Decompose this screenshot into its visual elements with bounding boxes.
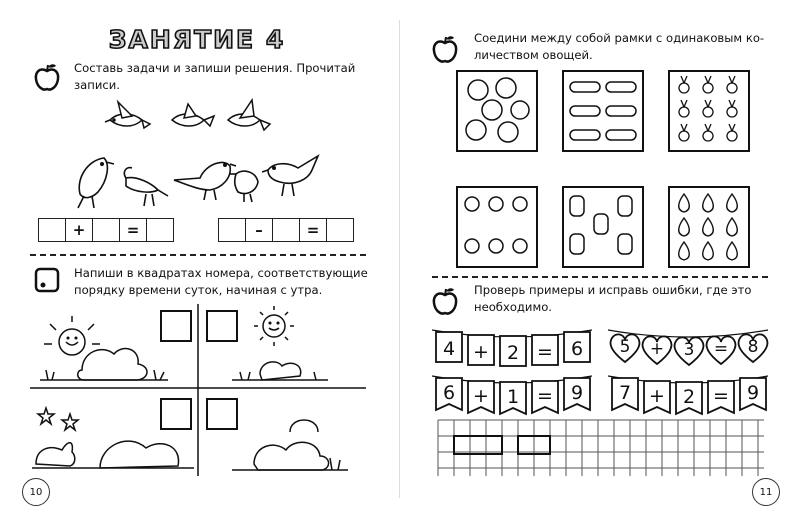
noon-scene (232, 306, 328, 380)
garland-example-2 (426, 370, 596, 418)
task-birds-text: Составь задачи и запиши решения. Прочитай записи. (74, 61, 356, 92)
garland-char: = (713, 385, 729, 407)
answer-cell[interactable] (219, 219, 246, 241)
garland-char: + (649, 385, 665, 407)
answer-cell[interactable] (327, 219, 353, 241)
garland-example-hearts (604, 322, 772, 368)
bird-1 (105, 102, 150, 128)
task-daytime-text: Напиши в квадратах номера, соответствующие порядку времени суток, начиная с утра. (74, 266, 368, 297)
garland-char: + (473, 385, 489, 407)
frame-cabbage[interactable] (456, 70, 538, 152)
answer-box-1[interactable] (454, 436, 502, 454)
daytime-scenes (28, 300, 368, 478)
plus-sign: + (66, 219, 93, 241)
section-divider (432, 276, 768, 278)
apple-icon (432, 34, 458, 64)
cabbage-icon (458, 72, 536, 150)
morning-scene (40, 316, 168, 380)
flying-birds-illustration (104, 98, 284, 142)
garland-char: 5 (619, 337, 631, 357)
garland-char: = (537, 385, 553, 407)
page-fold (399, 20, 400, 498)
radish-icon (670, 72, 748, 150)
garland-char: 9 (746, 382, 760, 404)
equals-sign: = (300, 219, 327, 241)
minus-sign: – (246, 219, 273, 241)
garland-char: 6 (442, 382, 456, 404)
task-vegetables-text: Соедини между собой рамки с одинаковым ко- личеством овощей. (474, 31, 765, 62)
garland-char: 3 (683, 340, 695, 360)
frame-peppers[interactable] (562, 186, 644, 268)
garland-char: = (713, 339, 729, 359)
page-number-left: 10 (22, 478, 50, 506)
tomato-icon (458, 188, 536, 266)
sitting-bird-1 (78, 158, 114, 208)
garland-char: 2 (506, 342, 520, 364)
page-number-right: 11 (752, 478, 780, 506)
answer-cell[interactable] (147, 219, 173, 241)
frame-radishes[interactable] (668, 70, 750, 152)
cucumber-icon (564, 72, 642, 150)
garland-char: + (649, 339, 665, 359)
task-check-text: Проверь примеры и исправь ошибки, где это необходимо. (474, 283, 752, 314)
equation-subtraction (218, 218, 354, 242)
answer-square-morning[interactable] (160, 310, 192, 342)
frame-cucumbers[interactable] (562, 70, 644, 152)
frame-tomatoes[interactable] (456, 186, 538, 268)
garland-char: 1 (506, 386, 520, 408)
bird-3 (228, 100, 270, 130)
svg-text:ЗАНЯТИЕ 4: ЗАНЯТИЕ 4 (108, 25, 286, 54)
sitting-bird-5 (262, 156, 318, 196)
garland-char: + (473, 341, 489, 363)
apple-icon (432, 286, 458, 316)
garland-char: 4 (442, 338, 456, 360)
garland-char: = (537, 341, 553, 363)
garland-char: 9 (570, 382, 584, 404)
garland-char: 8 (747, 337, 759, 357)
sitting-bird-3 (174, 162, 236, 200)
answer-cell[interactable] (93, 219, 120, 241)
lesson-title (108, 24, 286, 54)
answer-grid[interactable] (438, 420, 764, 478)
bird-2 (172, 104, 214, 126)
answer-cell[interactable] (39, 219, 66, 241)
equals-sign: = (120, 219, 147, 241)
dot-square-icon (34, 266, 60, 296)
sitting-birds-illustration (70, 150, 330, 212)
pepper-icon (564, 188, 642, 266)
answer-square-night[interactable] (160, 398, 192, 430)
answer-square-noon[interactable] (206, 310, 238, 342)
equation-addition (38, 218, 174, 242)
garland-example-1 (426, 322, 596, 368)
garland-char: 2 (682, 386, 696, 408)
garland-char: 6 (570, 338, 584, 360)
evening-scene (232, 420, 348, 470)
garland-example-3 (604, 370, 772, 418)
sitting-bird-4 (230, 171, 258, 202)
frame-garlic[interactable] (668, 186, 750, 268)
answer-cell[interactable] (273, 219, 300, 241)
answer-square-evening[interactable] (206, 398, 238, 430)
sitting-bird-2 (124, 168, 168, 206)
section-divider (30, 254, 366, 256)
garlic-icon (670, 188, 748, 266)
garland-char: 7 (618, 382, 632, 404)
apple-icon (34, 62, 60, 92)
